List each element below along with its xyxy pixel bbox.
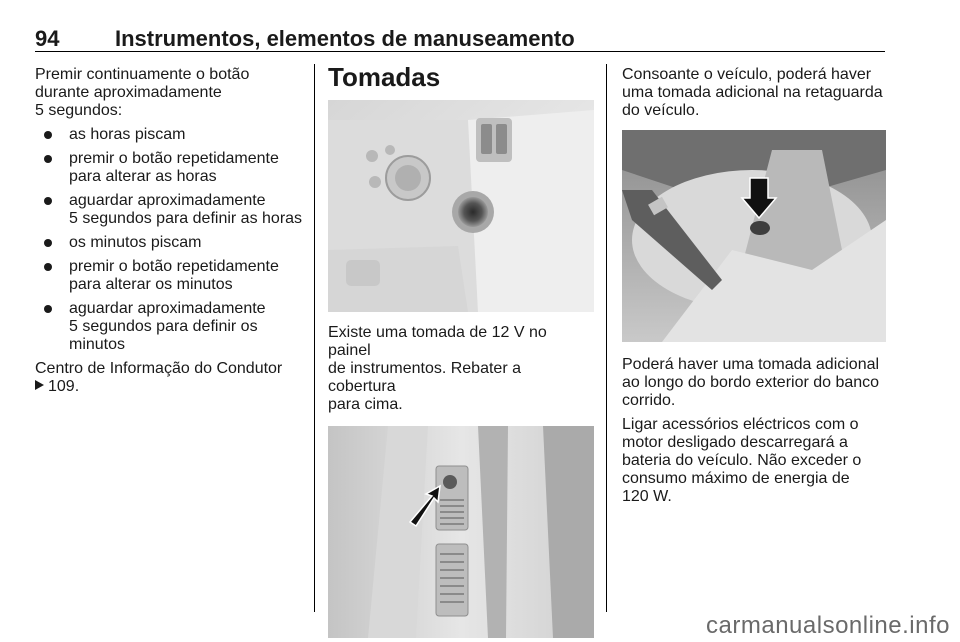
bullet-icon bbox=[44, 263, 52, 271]
paragraph-line: Ligar acessórios eléctricos com o bbox=[622, 416, 859, 433]
list-item-text: minutos bbox=[69, 336, 126, 353]
column-right bbox=[622, 66, 887, 506]
paragraph-line: motor desligado descarregará a bbox=[622, 434, 848, 451]
bullet-icon bbox=[44, 197, 52, 205]
reference-arrow-icon bbox=[35, 380, 44, 390]
warning-text bbox=[622, 416, 887, 506]
list-item-text: para alterar as horas bbox=[69, 168, 217, 185]
list-item-text: premir o botão repetidamente bbox=[69, 150, 279, 167]
list-item bbox=[35, 126, 305, 144]
paragraph-line: consumo máximo de energia de bbox=[622, 470, 850, 487]
cross-reference[interactable] bbox=[35, 360, 305, 396]
list-item-text: 5 segundos para definir as horas bbox=[69, 210, 303, 227]
paragraph-line: bateria do veículo. Não exceder o bbox=[622, 452, 862, 469]
rear-socket-text bbox=[622, 66, 887, 120]
paragraph-line: para cima. bbox=[328, 396, 403, 413]
dashboard-socket-illustration bbox=[328, 100, 594, 312]
page-header bbox=[35, 26, 885, 52]
paragraph-line: Consoante o veículo, poderá haver bbox=[622, 66, 872, 83]
steps-list bbox=[35, 126, 305, 354]
chapter-title: Instrumentos, elementos de manuseamento bbox=[115, 26, 575, 51]
bullet-icon bbox=[44, 239, 52, 247]
list-item bbox=[35, 192, 305, 228]
paragraph-line: corrido. bbox=[622, 392, 676, 409]
bench-socket-text bbox=[622, 356, 887, 410]
column-middle bbox=[328, 62, 593, 638]
rear-socket-illustration bbox=[622, 130, 886, 342]
paragraph-line: de instrumentos. Rebater a cobertura bbox=[328, 360, 521, 395]
pillar-socket-illustration bbox=[328, 426, 594, 638]
paragraph-line: 120 W. bbox=[622, 488, 672, 505]
intro-line: Premir continuamente o botão bbox=[35, 66, 250, 83]
paragraph-line: Existe uma tomada de 12 V no painel bbox=[328, 324, 547, 359]
list-item-text: 5 segundos para definir os bbox=[69, 318, 258, 335]
list-item-text: as horas piscam bbox=[69, 126, 186, 143]
section-title: Tomadas bbox=[328, 62, 441, 92]
list-item bbox=[35, 258, 305, 294]
intro-line: durante aproximadamente bbox=[35, 84, 222, 101]
pillar-socket-photo bbox=[328, 426, 594, 638]
rear-socket-photo bbox=[622, 130, 886, 342]
list-item-text: aguardar aproximadamente bbox=[69, 192, 266, 209]
reference-page[interactable]: 109. bbox=[48, 378, 80, 395]
paragraph-line: uma tomada adicional na retaguarda bbox=[622, 84, 883, 101]
bullet-icon bbox=[44, 155, 52, 163]
paragraph-line: ao longo do bordo exterior do banco bbox=[622, 374, 880, 391]
list-item bbox=[35, 150, 305, 186]
intro-line: 5 segundos: bbox=[35, 102, 123, 119]
bullet-icon bbox=[44, 305, 52, 313]
intro-text bbox=[35, 66, 305, 120]
list-item-text: os minutos piscam bbox=[69, 234, 202, 251]
watermark: carmanualsonline.info bbox=[706, 612, 950, 639]
list-item-text: aguardar aproximadamente bbox=[69, 300, 266, 317]
column-divider-2 bbox=[606, 64, 607, 612]
list-item-text: para alterar os minutos bbox=[69, 276, 233, 293]
column-left bbox=[35, 66, 305, 396]
socket-description bbox=[328, 324, 593, 414]
paragraph-line: Poderá haver uma tomada adicional bbox=[622, 356, 880, 373]
list-item bbox=[35, 234, 305, 252]
page-number: 94 bbox=[35, 26, 60, 51]
dashboard-socket-photo bbox=[328, 100, 594, 312]
reference-text: Centro de Informação do Condutor bbox=[35, 360, 283, 377]
list-item-text: premir o botão repetidamente bbox=[69, 258, 279, 275]
paragraph-line: do veículo. bbox=[622, 102, 700, 119]
bullet-icon bbox=[44, 131, 52, 139]
column-divider-1 bbox=[314, 64, 315, 612]
list-item bbox=[35, 300, 305, 354]
header-rule bbox=[35, 51, 885, 52]
